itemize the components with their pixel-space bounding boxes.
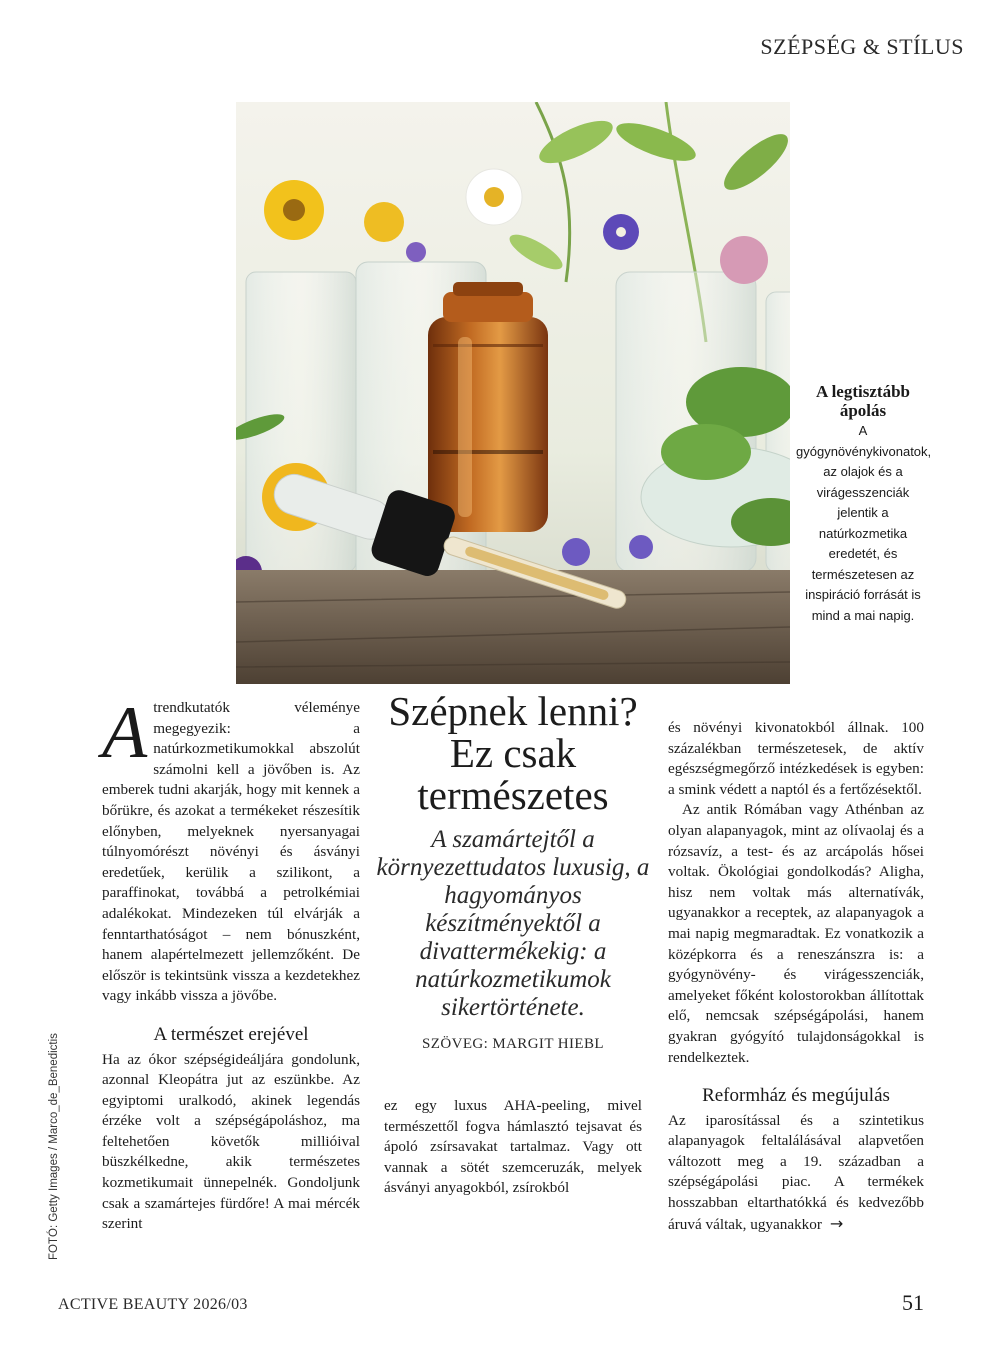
intro-paragraph: trendkutatók véleménye megegyezik: a natúrkozmetikumokkal abszolút számolni kell a jövőben is. Az emberek tudni akarják, hogy mit kennek a bőrükre, és azokat a termékeket részesítik előnyben, melyeknek nyersanyagai túlnyomórészt növényi és ásványi eredetűek, kerülik a szilikont, a paraffinokat, továbbá a petrolkémiai adalékokat. Mindezeken túl elvárják a fenntarthatóságot – nem bónuszként, hanem alapértelmezett jellemzőként. De először is tekintsünk vissza a kezdetekhez vagy inkább vissza a jövőbe.	[102, 699, 360, 1005]
photo-caption	[796, 382, 930, 626]
article-column-left	[102, 692, 360, 1235]
drop-cap: A	[102, 692, 148, 774]
paragraph-plant-extracts: és növényi kivonatokból állnak. 100 százalékban természetesek, de aktív egészségmegőrző intézkedések is egyben: a smink védett a naptól és a fertőzésektől.	[668, 719, 924, 798]
caption-text: A gyógynövénykivonatok, az olajok és a virágesszenciák jelentik a natúrkozmetika eredetét, és természetesen az inspiráció forrását is mind a mai napig.	[796, 423, 932, 623]
photo-credit	[48, 1020, 64, 1260]
byline: SZÖVEG: MARGIT HIEBL	[422, 1036, 604, 1052]
magazine-issue: ACTIVE BEAUTY 2026/03	[58, 1296, 248, 1313]
headline-block	[366, 690, 660, 1053]
paragraph-cleopatra: Ha az ókor szépségideáljára gondolunk, azonnal Kleopátra jut az eszünkbe. Az egyiptomi uralkodó, akinek legendás érzéke volt a szépségápoláshoz, ma feltehetően követők millióival büszkélkedne, akik természetes kozmetikumait ünnepelnék. Gondoljunk csak a szamártejes fürdőre! A mai mércék szerint	[102, 1050, 360, 1233]
essential-oil-photo	[236, 102, 790, 684]
photo-credit-text: FOTÓ: Getty Images / Marco_de_Benedictis	[48, 1033, 60, 1260]
continue-arrow-icon: →	[829, 1213, 844, 1233]
paragraph-industrialization-text: Az iparosítással és a szintetikus alapanyagok feltalálásával alapvetően változott meg a 19. században a szépségápolási piac. A termékek hosszabban eltarthatókká és kedvezőbb áruvá váltak, ugyanakkor	[668, 1111, 924, 1233]
paragraph-antiquity: Az antik Rómában vagy Athénban az olyan alapanyagok, mint az olívaolaj és a rózsavíz, a test- és az arcápolás hősei voltak. Ökológiai gondolkodás? Aligha, hisz nem voltak más alternatívák, ugyanakkor a receptek, az alapanyagok a mai napig megmaradtak. Ez vonatkozik a középkorra és a reneszánszra is: a gyógynövény- és virágesszenciák, amelyeket főként kolostorokban állítottak elő, nemcsak szépségápolási, hanem gyakran gyógyító tulajdonságokkal is rendelkeztek.	[668, 801, 924, 1066]
paragraph-industrialization	[668, 1111, 924, 1236]
paragraph-aha-peeling: ez egy luxus AHA-peeling, mivel természettől fogva hámlasztó tejsavat és ápoló zsírsavakat tartalmaz. Vagy ott vannak a sötét szemceruzák, melyek ásványi anyagokból, zsírokból	[384, 1097, 642, 1197]
page-number: 51	[902, 1290, 924, 1315]
section-label: SZÉPSÉG & STÍLUS	[760, 34, 964, 59]
caption-title: A legtisztább ápolás	[816, 382, 910, 420]
headline-lead: A szamártejtől a környezettudatos luxusig, a hagyományos készítményektől a divattermékekig: a natúrkozmetikumok sikertörténete.	[376, 826, 650, 1021]
article-column-middle	[384, 1096, 642, 1199]
subheading-reform: Reformház és megújulás	[702, 1085, 890, 1107]
article-column-right	[668, 718, 924, 1235]
subheading-nature-power: A természet erejével	[153, 1023, 309, 1045]
headline-title: Szépnek lenni? Ez csak természetes	[388, 688, 638, 818]
